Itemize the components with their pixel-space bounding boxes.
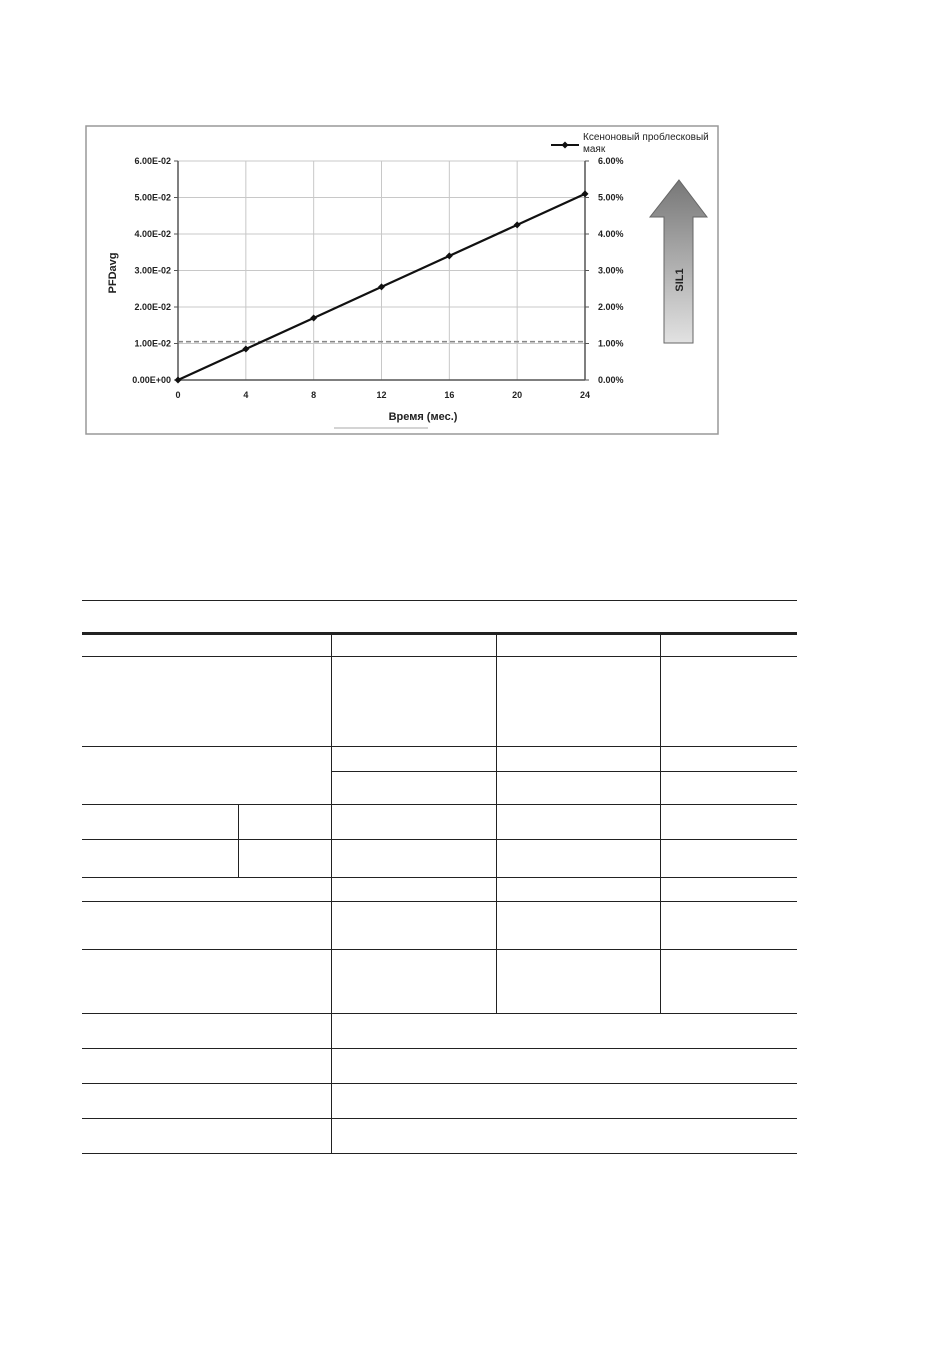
table-col-rule: [238, 804, 239, 877]
x-tick-label: 12: [376, 390, 387, 400]
table-rule: [82, 1118, 797, 1119]
y-tick-label-left: 4.00E-02: [134, 229, 171, 239]
table-rule: [82, 656, 797, 657]
table-rule: [332, 771, 797, 772]
legend-label-line-2: маяк: [583, 144, 606, 155]
x-axis-title: Время (мес.): [388, 411, 458, 423]
y-tick-label-right: 5.00%: [598, 192, 624, 203]
table-col-rule: [660, 634, 661, 1014]
table-rule: [82, 1048, 797, 1049]
table-rule: [82, 804, 797, 805]
x-tick-label: 0: [175, 390, 181, 400]
chart-frame: [86, 126, 718, 434]
sil-arrow-label: SIL1: [674, 268, 686, 292]
table-col-rule: [496, 634, 497, 1014]
legend-label-line-1: Ксеноновый проблесковый: [583, 132, 709, 143]
y-axis-title: PFDavg: [107, 252, 119, 294]
table-rule: [82, 1083, 797, 1084]
table-rule: [82, 1013, 797, 1014]
y-tick-label-left: 5.00E-02: [134, 192, 171, 203]
chart: [0, 0, 950, 600]
table-rule: [82, 600, 797, 601]
y-tick-label-right: 3.00%: [598, 265, 624, 276]
table-rule: [82, 839, 797, 840]
y-tick-label-left: 6.00E-02: [134, 156, 171, 166]
y-tick-label-right: 6.00%: [598, 156, 624, 166]
y-tick-label-left: 3.00E-02: [134, 265, 171, 276]
table-rule: [82, 901, 797, 902]
table-header-rule: [82, 632, 797, 635]
table-rule: [82, 746, 797, 747]
y-tick-label-right: 2.00%: [598, 302, 624, 312]
table-col-rule: [331, 634, 332, 1154]
x-tick-label: 4: [243, 390, 249, 400]
x-tick-label: 16: [444, 390, 455, 400]
x-tick-label: 8: [311, 390, 317, 400]
table-rule: [82, 877, 797, 878]
y-tick-label-right: 4.00%: [598, 229, 624, 239]
x-tick-label: 24: [579, 390, 591, 400]
table-rule: [82, 949, 797, 950]
y-tick-label-left: 1.00E-02: [134, 338, 171, 349]
y-tick-label-left: 2.00E-02: [134, 302, 171, 312]
y-tick-label-left: 0.00E+00: [132, 375, 171, 385]
y-tick-label-right: 1.00%: [598, 338, 624, 349]
x-tick-label: 20: [512, 390, 523, 400]
y-tick-label-right: 0.00%: [598, 375, 624, 385]
table-rule: [82, 1153, 797, 1154]
